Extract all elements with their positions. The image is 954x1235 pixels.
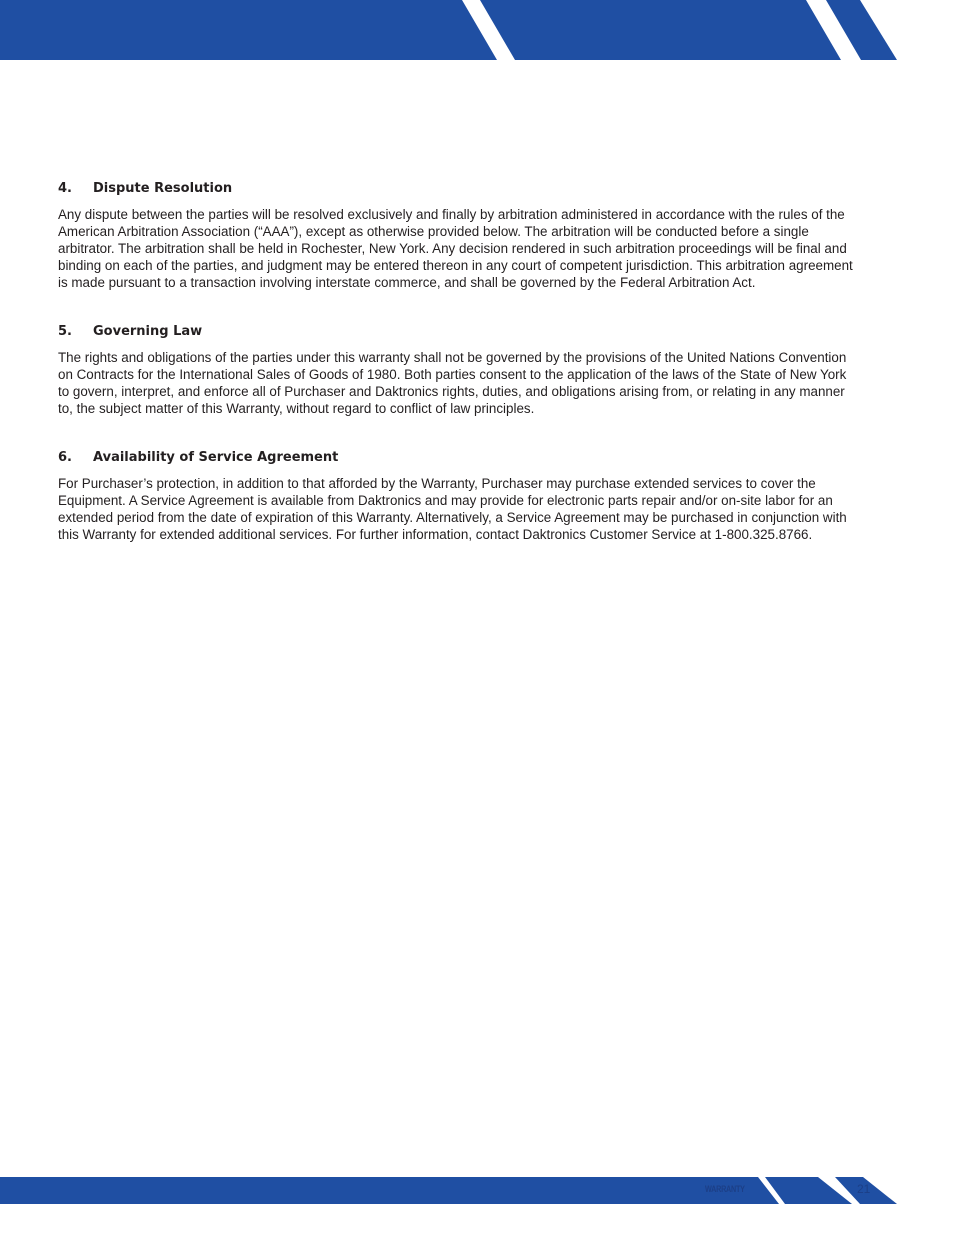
footer-section-label: WARRANTY xyxy=(705,1184,745,1194)
section-title: Dispute Resolution xyxy=(93,181,233,196)
section-paragraph: For Purchaser’s protection, in addition to that afforded by the Warranty, Purchaser may purchase extended services to cover the Equipment. A Service Agreement is available from Daktronics and may provide for electronic parts repair and/or on-site labor for an extended period from the date of expiration of this Warranty. Alternatively, a Service Agreement may be purchased in conjunction with this Warranty for extended additional services. For further information, contact Daktronics Customer Service at 1-800.325.8766. xyxy=(58,476,847,542)
section-number: 6. xyxy=(58,450,72,465)
section-service-agreement xyxy=(58,449,858,543)
section-heading xyxy=(58,180,858,198)
header-band-tail xyxy=(826,0,897,60)
page-number: 21 xyxy=(857,1182,871,1196)
header-band-segment xyxy=(480,0,841,60)
header-band-main xyxy=(0,0,497,60)
document-body xyxy=(58,180,858,543)
section-number: 5. xyxy=(58,324,72,339)
section-paragraph: The rights and obligations of the parties under this warranty shall not be governed by the provisions of the United Nations Convention on Contracts for the International Sales of Goods of 1980. Both parties consent to the application of the laws of the State of New York to govern, interpret, and enforce all of Purchaser and Daktronics rights, duties, and obligations arising from, or relating in any manner to, the subject matter of this Warranty, without regard to conflict of law principles. xyxy=(58,350,847,416)
section-dispute-resolution xyxy=(58,180,858,291)
section-title: Governing Law xyxy=(93,324,203,339)
footer-band-main xyxy=(0,1177,779,1204)
section-governing-law xyxy=(58,323,858,417)
section-heading xyxy=(58,323,858,341)
section-number: 4. xyxy=(58,181,72,196)
footer-band xyxy=(0,1177,954,1207)
header-band xyxy=(0,0,954,60)
section-heading xyxy=(58,449,858,467)
section-title: Availability of Service Agreement xyxy=(93,450,339,465)
section-paragraph: Any dispute between the parties will be resolved exclusively and finally by arbitration administered in accordance with the rules of the American Arbitration Association (“AAA”), except as otherwise provided below. The arbitration will be conducted before a single arbitrator. The arbitration shall be held in Rochester, New York. Any decision rendered in such arbitration proceedings will be final and binding on each of the parties, and judgment may be entered thereon in any court of competent jurisdiction. This arbitration agreement is made pursuant to a transaction involving interstate commerce, and shall be governed by the Federal Arbitration Act. xyxy=(58,207,853,290)
